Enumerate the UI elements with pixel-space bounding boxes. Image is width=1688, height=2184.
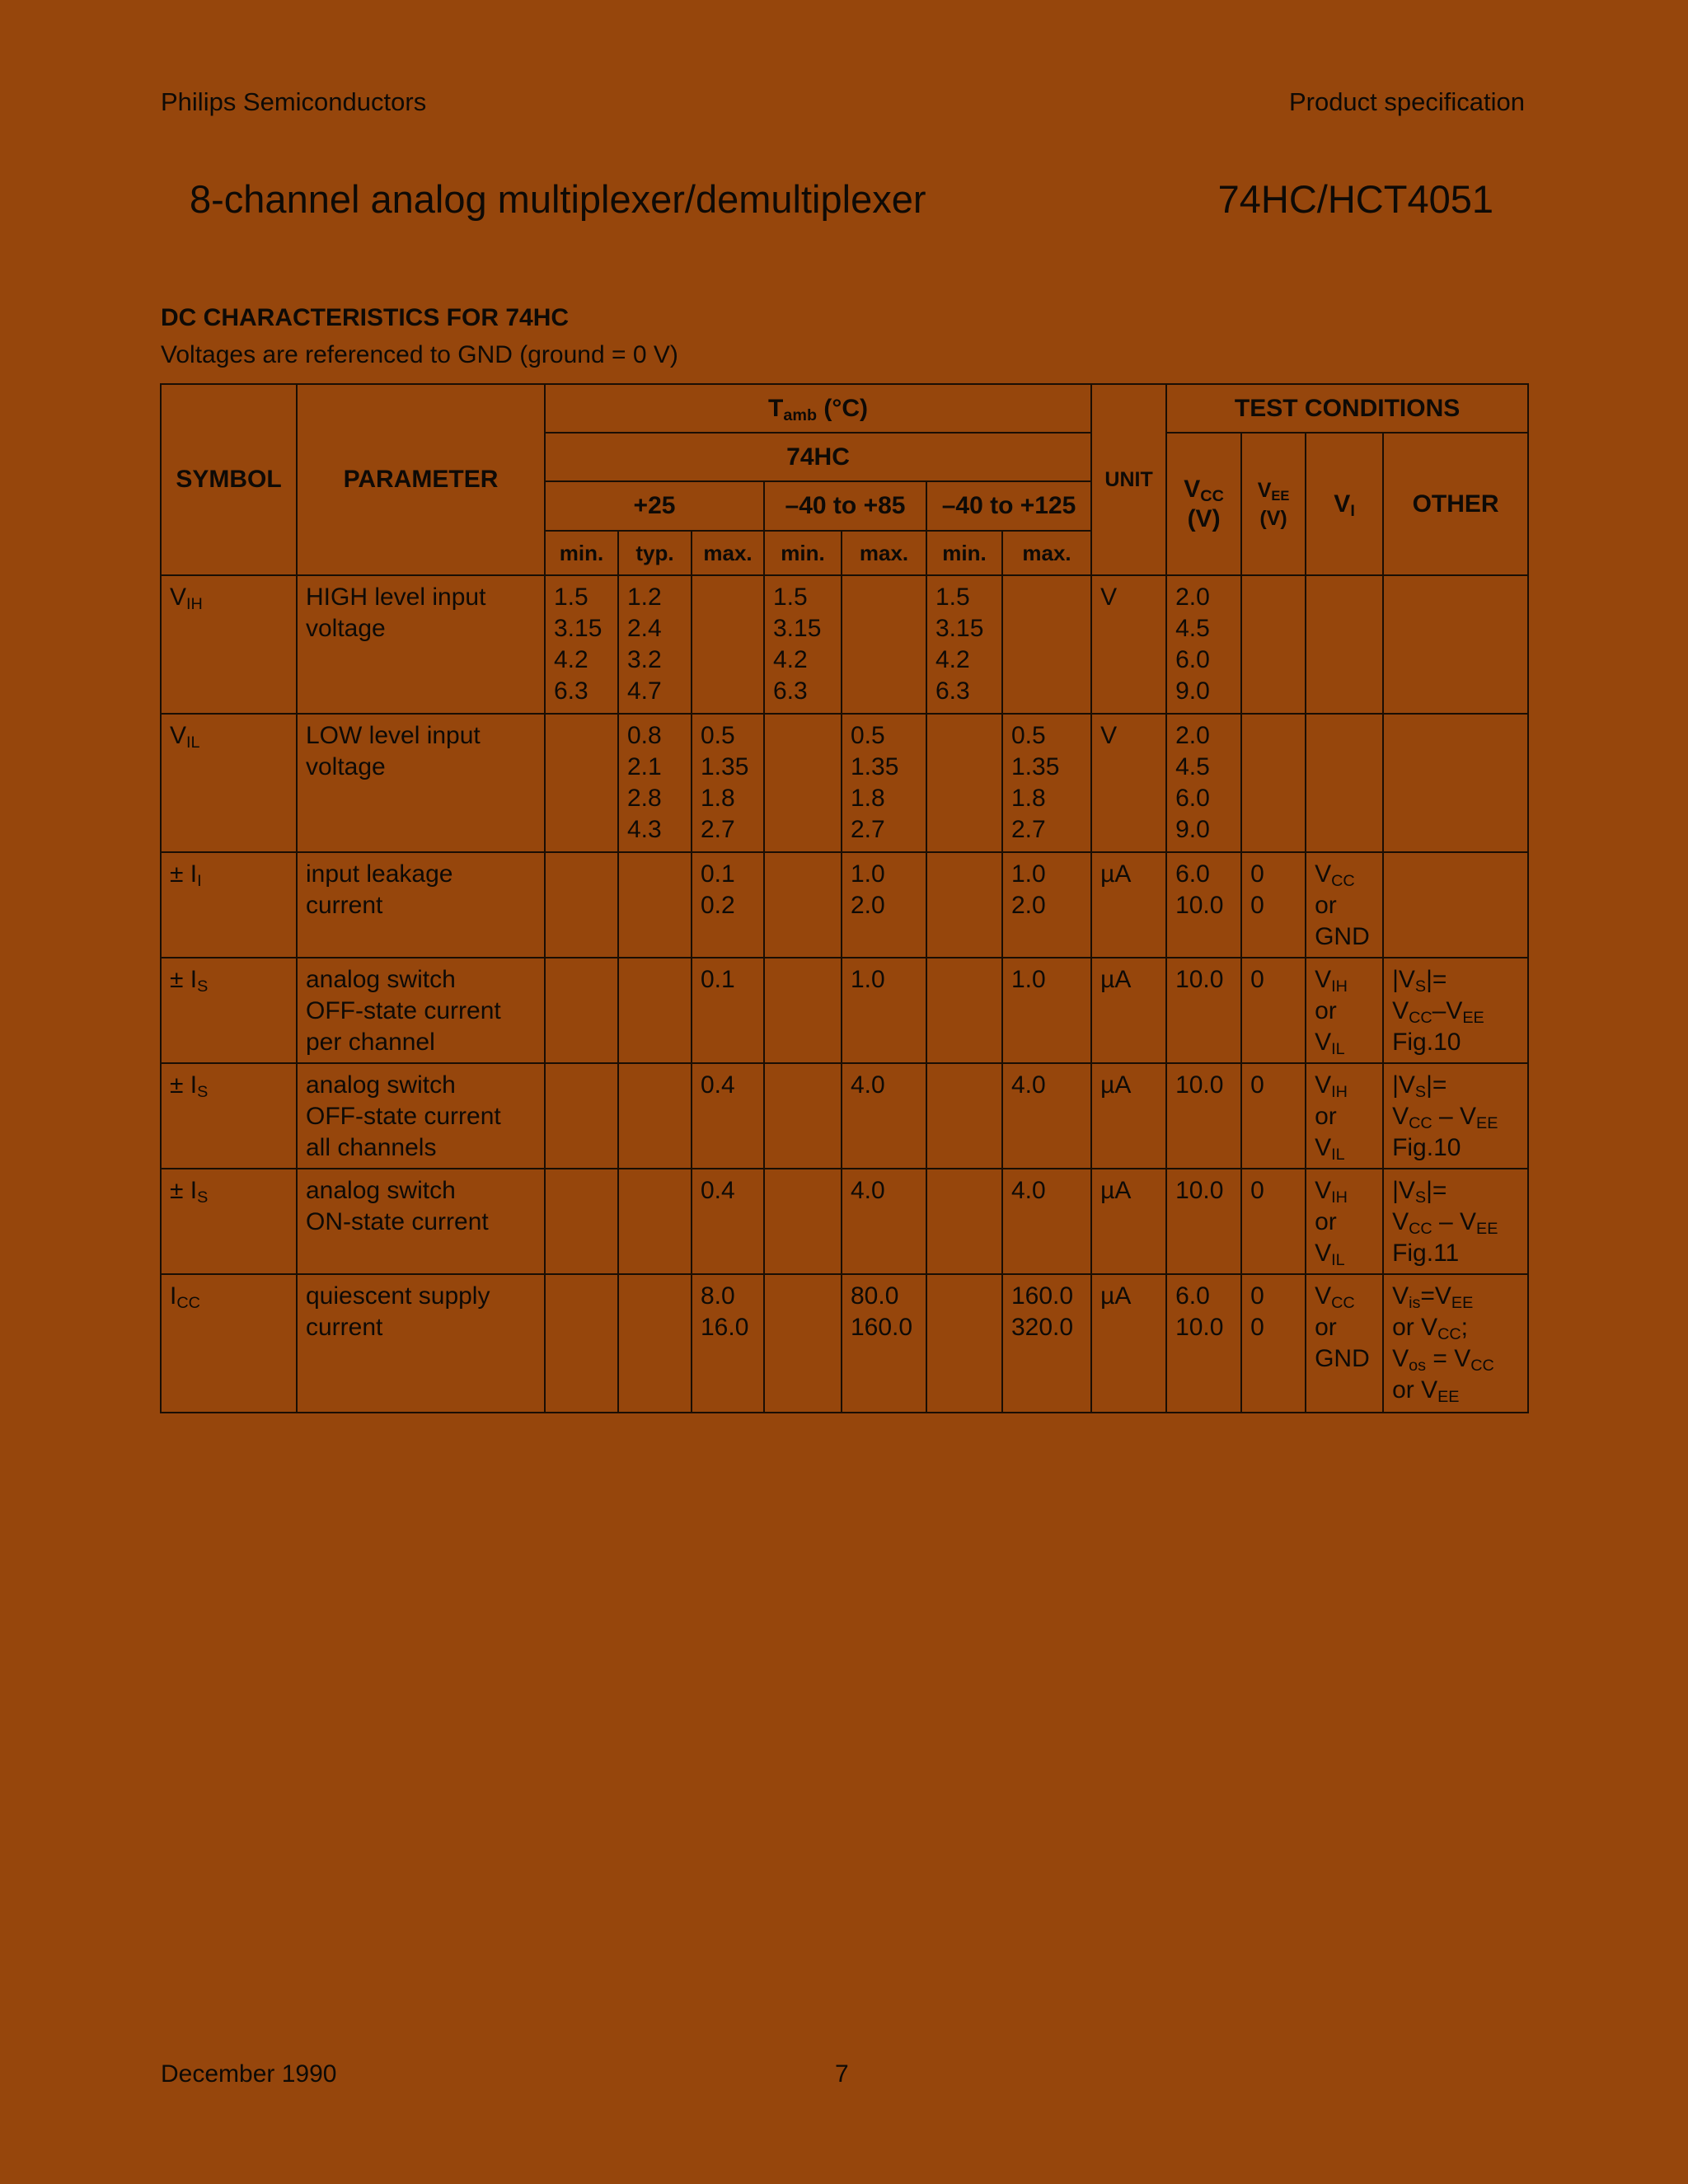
parameter-cell-line: analog switch	[306, 966, 456, 993]
value-max25	[692, 714, 764, 852]
other-cell-line: $V_{CC}-V_{EE}$	[1392, 997, 1484, 1027]
value-min125-line: 6.3	[935, 677, 970, 705]
vcc-main: V	[1184, 475, 1201, 503]
vee-cell	[1241, 1274, 1306, 1413]
value-min125	[926, 1274, 1002, 1413]
vee-cell-line: 0	[1250, 1314, 1264, 1341]
vcc-cell-line: 6.0	[1175, 646, 1210, 673]
vi-cell-line: or	[1315, 1314, 1337, 1341]
vee-cell	[1241, 1063, 1306, 1169]
tamb-sub: amb	[783, 405, 818, 424]
value-max25	[692, 958, 764, 1063]
value-min85-line: 4.2	[773, 646, 808, 673]
unit-cell	[1091, 1274, 1166, 1413]
value-min125	[926, 958, 1002, 1063]
value-max125-line: 1.8	[1011, 785, 1046, 812]
vcc-cell-line: 2.0	[1175, 583, 1210, 611]
value-max125-line: 4.0	[1011, 1177, 1046, 1204]
value-max125	[1002, 575, 1091, 714]
value-max25	[692, 1274, 764, 1413]
vi-cell	[1306, 1063, 1383, 1169]
value-min125-line: 1.5	[935, 583, 970, 611]
value-max125	[1002, 958, 1091, 1063]
other-cell	[1383, 852, 1528, 958]
part-number: 74HC/HCT4051	[1217, 177, 1493, 221]
value-typ25-line: 4.3	[627, 816, 662, 843]
value-max25	[692, 852, 764, 958]
vi-cell-line: or	[1315, 997, 1337, 1024]
vee-cell-line: 0	[1250, 892, 1264, 919]
col-header-vee	[1241, 433, 1306, 575]
col-header-test-conditions: TEST CONDITIONS	[1166, 384, 1528, 433]
unit-cell-line: V	[1100, 722, 1118, 749]
value-min85	[764, 1063, 842, 1169]
value-min25	[545, 1169, 618, 1274]
unit-cell	[1091, 852, 1166, 958]
parameter-cell	[297, 714, 545, 852]
table-row	[161, 1274, 1528, 1413]
col-header-temp-85: –40 to +85	[764, 481, 926, 531]
vcc-cell-line: 2.0	[1175, 722, 1210, 749]
value-typ25	[618, 958, 692, 1063]
header-doc-type: Product specification	[1288, 87, 1525, 116]
vee-units: (V)	[1259, 506, 1287, 530]
other-cell-line: or $V_{EE}$	[1392, 1376, 1460, 1406]
vi-cell	[1306, 852, 1383, 958]
vi-cell-line: or	[1315, 892, 1337, 919]
value-min25	[545, 1274, 618, 1413]
value-min85	[764, 575, 842, 714]
vcc-units: (V)	[1187, 504, 1221, 532]
vee-cell	[1241, 958, 1306, 1063]
value-typ25-line: 2.1	[627, 753, 662, 780]
value-max125	[1002, 1169, 1091, 1274]
value-max85-line: 1.0	[851, 860, 885, 888]
parameter-cell-line: ON-state current	[306, 1208, 489, 1235]
parameter-cell-line: per channel	[306, 1029, 435, 1056]
table-row	[161, 1169, 1528, 1274]
col-header-series: 74HC	[545, 433, 1091, 481]
value-min25	[545, 575, 618, 714]
vi-cell	[1306, 1169, 1383, 1274]
other-cell-line: Fig.10	[1392, 1134, 1461, 1161]
vi-cell-line: or	[1315, 1208, 1337, 1235]
value-max85-line: 1.0	[851, 966, 885, 993]
value-typ25	[618, 575, 692, 714]
value-max125	[1002, 1274, 1091, 1413]
value-max25	[692, 1169, 764, 1274]
value-max125-line: 1.0	[1011, 966, 1046, 993]
vcc-cell	[1166, 575, 1241, 714]
unit-cell	[1091, 575, 1166, 714]
tamb-t: T	[768, 394, 784, 422]
vcc-cell-line: 10.0	[1175, 1177, 1224, 1204]
col-header-unit: UNIT	[1091, 384, 1166, 575]
vcc-cell	[1166, 1063, 1241, 1169]
value-min85-line: 3.15	[773, 615, 822, 642]
value-min25-line: 6.3	[554, 677, 588, 705]
parameter-cell-line: analog switch	[306, 1071, 456, 1099]
vi-cell-line: $V_{CC}$	[1315, 1282, 1355, 1312]
parameter-cell-line: current	[306, 1314, 383, 1341]
vi-cell-line: $V_{CC}$	[1315, 860, 1355, 890]
parameter-cell-line: voltage	[306, 615, 386, 642]
value-min85	[764, 958, 842, 1063]
col-header-symbol: SYMBOL	[161, 384, 297, 575]
value-max125	[1002, 1063, 1091, 1169]
col-header-vi	[1306, 433, 1383, 575]
vi-cell-line: $V_{IH}$	[1315, 1177, 1348, 1207]
col-header-tamb	[545, 384, 1091, 433]
vi-cell-line: GND	[1315, 1345, 1370, 1372]
document-title: 8-channel analog multiplexer/demultiplexer	[190, 177, 926, 221]
value-typ25-line: 2.8	[627, 785, 662, 812]
other-cell-line: $V_{CC} - V_{EE}$	[1392, 1208, 1498, 1238]
value-max85-line: 2.0	[851, 892, 885, 919]
unit-cell-line: µA	[1100, 966, 1132, 993]
value-min125-line: 3.15	[935, 615, 984, 642]
parameter-cell-line: OFF-state current	[306, 997, 501, 1024]
vcc-cell-line: 10.0	[1175, 1314, 1224, 1341]
value-max25	[692, 575, 764, 714]
other-cell-line: $V_{is}=V_{EE}$	[1392, 1282, 1474, 1312]
value-max25-line: 2.7	[701, 816, 735, 843]
col-header-max-125: max.	[1002, 531, 1091, 575]
col-header-min-125: min.	[926, 531, 1002, 575]
vcc-sub: CC	[1200, 486, 1224, 505]
col-header-max-85: max.	[842, 531, 926, 575]
vcc-cell-line: 9.0	[1175, 816, 1210, 843]
vi-cell-line: $V_{IL}$	[1315, 1240, 1345, 1269]
vee-cell-line: 0	[1250, 1177, 1264, 1204]
other-cell	[1383, 1063, 1528, 1169]
other-cell	[1383, 958, 1528, 1063]
other-cell-line: $V_{os} = V_{CC}$	[1392, 1345, 1494, 1375]
table-body	[161, 575, 1528, 1413]
value-min25-line: 3.15	[554, 615, 603, 642]
value-max125-line: 4.0	[1011, 1071, 1046, 1099]
page-number: 7	[835, 2060, 849, 2088]
vee-main: V	[1257, 478, 1272, 502]
unit-cell-line: µA	[1100, 1071, 1132, 1099]
unit-cell	[1091, 1063, 1166, 1169]
value-min25	[545, 958, 618, 1063]
value-typ25-line: 2.4	[627, 615, 662, 642]
vcc-cell-line: 6.0	[1175, 1282, 1210, 1310]
value-max125-line: 160.0	[1011, 1282, 1074, 1310]
vi-cell	[1306, 575, 1383, 714]
other-cell-line: Fig.11	[1392, 1240, 1460, 1267]
unit-cell	[1091, 1169, 1166, 1274]
value-max125-line: 1.0	[1011, 860, 1046, 888]
unit-cell-line: µA	[1100, 1177, 1132, 1204]
symbol-cell: ± $I_S$	[161, 1063, 297, 1169]
value-min85	[764, 1274, 842, 1413]
vcc-cell	[1166, 714, 1241, 852]
vee-cell-line: 0	[1250, 860, 1264, 888]
parameter-cell	[297, 575, 545, 714]
value-min25	[545, 1063, 618, 1169]
value-max85	[842, 1274, 926, 1413]
col-header-max-25: max.	[692, 531, 764, 575]
vee-cell	[1241, 714, 1306, 852]
vi-sub: I	[1350, 501, 1355, 520]
other-cell-line: Fig.10	[1392, 1029, 1461, 1056]
value-min125	[926, 852, 1002, 958]
value-typ25	[618, 1274, 692, 1413]
vi-cell-line: $V_{IL}$	[1315, 1029, 1345, 1058]
table-row	[161, 1063, 1528, 1169]
value-max85-line: 1.35	[851, 753, 899, 780]
unit-cell	[1091, 958, 1166, 1063]
value-max125	[1002, 852, 1091, 958]
vcc-cell-line: 10.0	[1175, 966, 1224, 993]
col-header-parameter: PARAMETER	[297, 384, 545, 575]
value-typ25	[618, 852, 692, 958]
value-max125-line: 2.0	[1011, 892, 1046, 919]
col-header-typ-25: typ.	[618, 531, 692, 575]
vcc-cell-line: 4.5	[1175, 615, 1210, 642]
other-cell-line: $|V_S|=$	[1392, 966, 1447, 996]
value-max25-line: 16.0	[701, 1314, 749, 1341]
table-row	[161, 714, 1528, 852]
vcc-cell-line: 6.0	[1175, 785, 1210, 812]
other-cell-line: $V_{CC} - V_{EE}$	[1392, 1103, 1498, 1132]
table-row	[161, 575, 1528, 714]
unit-cell	[1091, 714, 1166, 852]
vee-sub: EE	[1271, 488, 1290, 504]
unit-cell-line: µA	[1100, 1282, 1132, 1310]
other-cell-line: $|V_S|=$	[1392, 1177, 1447, 1207]
parameter-cell	[297, 852, 545, 958]
parameter-cell	[297, 1063, 545, 1169]
value-max125	[1002, 714, 1091, 852]
value-max85	[842, 575, 926, 714]
parameter-cell-line: input leakage	[306, 860, 453, 888]
value-min85	[764, 1169, 842, 1274]
value-max25-line: 1.35	[701, 753, 749, 780]
vi-cell-line: $V_{IH}$	[1315, 1071, 1348, 1101]
symbol-cell: ± $I_S$	[161, 958, 297, 1063]
vi-cell	[1306, 1274, 1383, 1413]
value-max85	[842, 1063, 926, 1169]
vi-cell-line: $V_{IL}$	[1315, 1134, 1345, 1164]
parameter-cell-line: quiescent supply	[306, 1282, 490, 1310]
vcc-cell	[1166, 958, 1241, 1063]
value-max125-line: 1.35	[1011, 753, 1060, 780]
vcc-cell-line: 10.0	[1175, 892, 1224, 919]
value-max85-line: 80.0	[851, 1282, 899, 1310]
value-typ25	[618, 1169, 692, 1274]
value-max85	[842, 714, 926, 852]
value-max85-line: 1.8	[851, 785, 885, 812]
value-min85-line: 1.5	[773, 583, 808, 611]
col-header-other: OTHER	[1383, 433, 1528, 575]
value-min85	[764, 714, 842, 852]
other-cell	[1383, 1274, 1528, 1413]
parameter-cell-line: OFF-state current	[306, 1103, 501, 1130]
vcc-cell-line: 10.0	[1175, 1071, 1224, 1099]
value-typ25	[618, 714, 692, 852]
vi-cell-line: GND	[1315, 923, 1370, 950]
parameter-cell	[297, 1274, 545, 1413]
value-min25-line: 4.2	[554, 646, 588, 673]
value-max25-line: 0.4	[701, 1071, 735, 1099]
value-min85	[764, 852, 842, 958]
value-min125-line: 4.2	[935, 646, 970, 673]
value-max85	[842, 1169, 926, 1274]
value-max85-line: 4.0	[851, 1177, 885, 1204]
value-max25-line: 0.5	[701, 722, 735, 749]
value-min25	[545, 852, 618, 958]
col-header-temp-25: +25	[545, 481, 764, 531]
value-max25	[692, 1063, 764, 1169]
value-max25-line: 8.0	[701, 1282, 735, 1310]
dc-characteristics-table	[160, 383, 1529, 1413]
vi-cell	[1306, 958, 1383, 1063]
value-max125-line: 2.7	[1011, 816, 1046, 843]
vi-cell	[1306, 714, 1383, 852]
other-cell-line: $|V_S|=$	[1392, 1071, 1447, 1101]
value-min85-line: 6.3	[773, 677, 808, 705]
parameter-cell	[297, 1169, 545, 1274]
value-min25	[545, 714, 618, 852]
symbol-cell: $V_{IH}$	[161, 575, 297, 714]
value-max85	[842, 958, 926, 1063]
col-header-min-25: min.	[545, 531, 618, 575]
other-cell	[1383, 714, 1528, 852]
value-max25-line: 0.2	[701, 892, 735, 919]
symbol-cell: ± $I_S$	[161, 1169, 297, 1274]
value-max85	[842, 852, 926, 958]
vi-main: V	[1334, 490, 1351, 518]
vcc-cell	[1166, 1169, 1241, 1274]
header-company: Philips Semiconductors	[161, 87, 427, 116]
value-max25-line: 0.4	[701, 1177, 735, 1204]
value-min25-line: 1.5	[554, 583, 588, 611]
unit-cell-line: V	[1100, 583, 1118, 611]
value-max85-line: 0.5	[851, 722, 885, 749]
value-max25-line: 1.8	[701, 785, 735, 812]
other-cell	[1383, 1169, 1528, 1274]
vee-cell-line: 0	[1250, 1282, 1264, 1310]
vee-cell-line: 0	[1250, 1071, 1264, 1099]
col-header-temp-125: –40 to +125	[926, 481, 1091, 531]
value-max85-line: 4.0	[851, 1071, 885, 1099]
parameter-cell	[297, 958, 545, 1063]
symbol-cell: $V_{IL}$	[161, 714, 297, 852]
parameter-cell-line: HIGH level input	[306, 583, 486, 611]
vee-cell	[1241, 852, 1306, 958]
value-typ25-line: 0.8	[627, 722, 662, 749]
symbol-cell: ± $I_I$	[161, 852, 297, 958]
value-min125	[926, 714, 1002, 852]
parameter-cell-line: analog switch	[306, 1177, 456, 1204]
section-title: DC CHARACTERISTICS FOR 74HC	[161, 304, 570, 331]
value-typ25	[618, 1063, 692, 1169]
section-subtitle: Voltages are referenced to GND (ground = 0 V)	[161, 341, 678, 368]
vi-cell-line: $V_{IH}$	[1315, 966, 1348, 996]
col-header-min-85: min.	[764, 531, 842, 575]
table-row	[161, 958, 1528, 1063]
symbol-cell: $I_{CC}$	[161, 1274, 297, 1413]
vcc-cell	[1166, 1274, 1241, 1413]
parameter-cell-line: all channels	[306, 1134, 437, 1161]
vcc-cell-line: 9.0	[1175, 677, 1210, 705]
other-cell-line: or $V_{CC}$;	[1392, 1314, 1469, 1343]
parameter-cell-line: current	[306, 892, 383, 919]
vee-cell-line: 0	[1250, 966, 1264, 993]
value-typ25-line: 3.2	[627, 646, 662, 673]
value-max125-line: 0.5	[1011, 722, 1046, 749]
vcc-cell	[1166, 852, 1241, 958]
other-cell	[1383, 575, 1528, 714]
vi-cell-line: or	[1315, 1103, 1337, 1130]
value-min125	[926, 575, 1002, 714]
vcc-cell-line: 6.0	[1175, 860, 1210, 888]
vee-cell	[1241, 575, 1306, 714]
value-typ25-line: 1.2	[627, 583, 662, 611]
value-max85-line: 160.0	[851, 1314, 913, 1341]
value-min125	[926, 1169, 1002, 1274]
unit-cell-line: µA	[1100, 860, 1132, 888]
tamb-unit: (°C)	[817, 394, 869, 422]
footer-date: December 1990	[161, 2060, 337, 2088]
table-row	[161, 852, 1528, 958]
value-min125	[926, 1063, 1002, 1169]
value-max25-line: 0.1	[701, 860, 735, 888]
parameter-cell-line: LOW level input	[306, 722, 481, 749]
col-header-vcc	[1166, 433, 1241, 575]
parameter-cell-line: voltage	[306, 753, 386, 780]
value-typ25-line: 4.7	[627, 677, 662, 705]
value-max25-line: 0.1	[701, 966, 735, 993]
vee-cell	[1241, 1169, 1306, 1274]
value-max125-line: 320.0	[1011, 1314, 1074, 1341]
value-max85-line: 2.7	[851, 816, 885, 843]
vcc-cell-line: 4.5	[1175, 753, 1210, 780]
